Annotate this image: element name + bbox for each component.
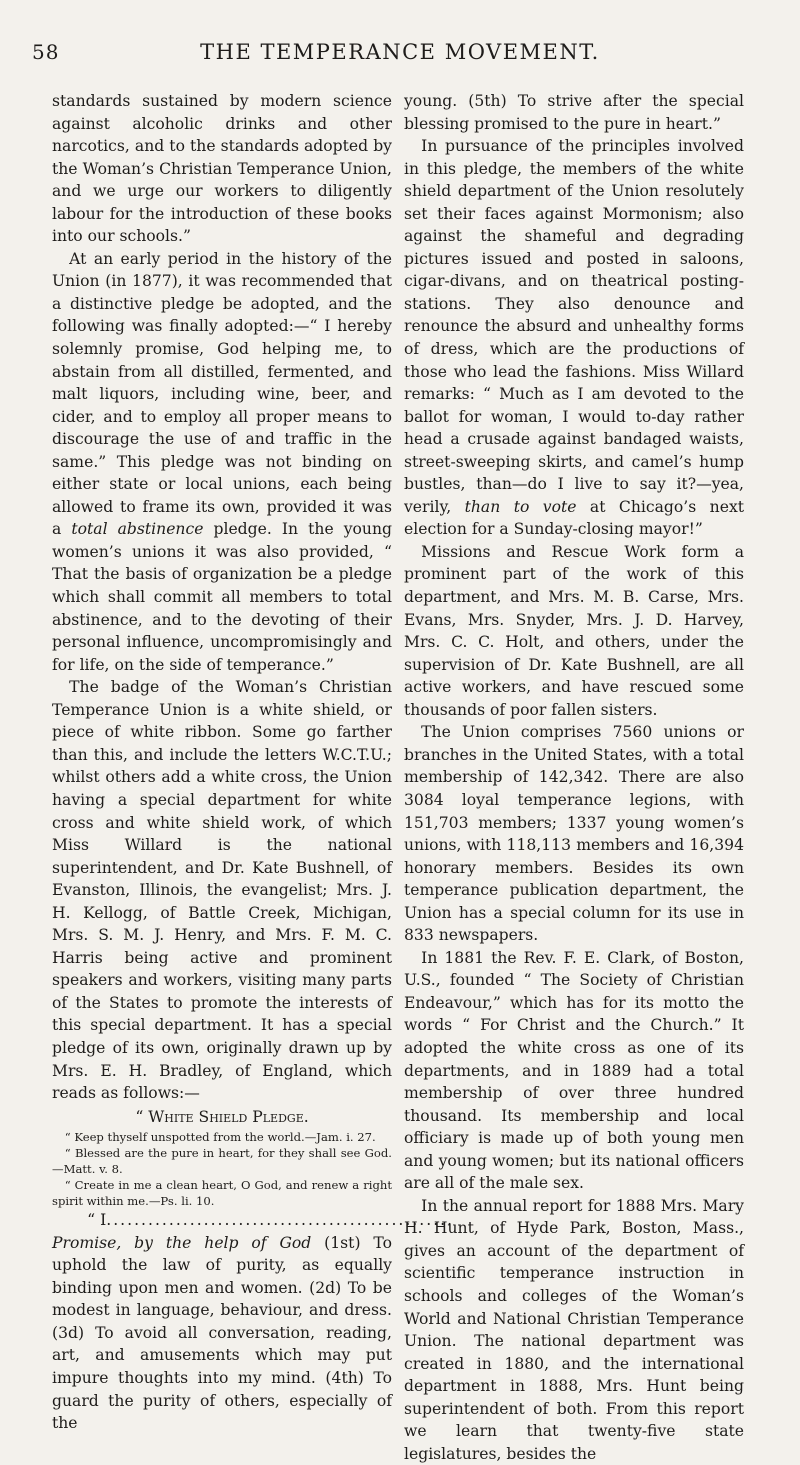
paragraph: In the annual report for 1888 Mrs. Mary H. Hunt, of Hyde Park, Boston, Mass., gives an account of the department of scientific temperance instruction in schools and colleges of the Woman’s World and National Christian Temperance Union. The national department was created in 1880, and the international department in 1888, Mrs. Hunt being superintendent of both. From this report we learn that twenty-five state legislatures, besides the	[404, 1196, 744, 1463]
text-run: at Chicago’s next election for a Sunday-closing mayor!”	[404, 497, 745, 539]
paragraph	[52, 1232, 392, 1435]
running-title: THE TEMPERANCE MOVEMENT.	[200, 40, 600, 64]
page-header	[32, 40, 768, 70]
paragraph: Missions and Rescue Work form a prominent part of the work of this department, and Mrs. M. B. Carse, Mrs. Evans, Mrs. Snyder, Mrs. J. D. Harvey, Mrs. C. C. Holt, and others, under the supervision of Dr. Kate Bushnell, are all active workers, and have rescued some thousands of poor fallen sisters.	[404, 542, 744, 719]
paragraph: In 1881 the Rev. F. E. Clark, of Boston, U.S., founded “ The Society of Christian Endeavour,” which has for its motto the words “ For Christ and the Church.” It adopted the white cross as one of its departments, and in 1889 had a total membership of over three hundred thousand. Its membership and local officiary is made up of both young men and young women; but its national officers are all of the male sex.	[404, 948, 744, 1193]
text-run: pledge. In the young women’s unions it was also provided, “ That the basis of organization be a pledge which shall commit all members to total abstinence, and to the devoting of their personal influence, uncompromisingly and for life, on the side of temperance.”	[52, 520, 392, 674]
text-run: At an early period in the history of the Union (in 1877), it was recommended that a distinctive pledge be adopted, and the following was finally adopted:—“ I hereby solemnly promise, God helping me, to abstain from all distilled, fermented, and malt liquors, including wine, beer, and cider, and to employ all proper means to discourage the use of and traffic in the same.” This pledge was not binding on either state or local unions, each being allowed to frame its own, provided it was a	[52, 249, 392, 539]
left-column	[52, 90, 455, 1435]
paragraph: The badge of the Woman’s Christian Temperance Union is a white shield, or piece of white ribbon. Some go farther than this, and include the letters W.C.T.U.; whilst others add a white cross, the Union having a special department for white cross and white shield work, of which Miss Willard is the national superintendent, and Dr. Kate Bushnell, of Evanston, Illinois, the evangelist; Mrs. J. H. Kellogg, of Battle Creek, Michigan, Mrs. S. M. J. Henry, and Mrs. F. M. C. Harris being active and prominent speakers and workers, visiting many parts of the States to promote the interests of this special department. It has a special pledge of its own, originally drawn up by Mrs. E. H. Bradley, of England, which reads as follows:—	[52, 678, 392, 1103]
paragraph: standards sustained by modern science against alcoholic drinks and other narcotics, and to the standards adopted by the Woman’s Christian Temperance Union, and we urge our workers to diligently labour for the introduction of these books into our schools.”	[52, 92, 392, 246]
paragraph	[404, 135, 744, 541]
right-column	[404, 90, 744, 1465]
paragraph: young. (5th) To strive after the special blessing promised to the pure in heart.”	[404, 92, 744, 133]
pledge-blank-start: “ I	[87, 1211, 107, 1230]
verse: “ Blessed are the pure in heart, for they shall see God. —Matt. v. 8.	[52, 1146, 392, 1177]
paragraph	[52, 248, 392, 676]
emphasis: Promise, by the help of God	[52, 1233, 312, 1252]
emphasis: than to vote	[464, 497, 577, 516]
text-run: (1st) To uphold the law of purity, as equally binding upon men and women. (2d) To be modest in language, behaviour, and dress. (3d) To avoid all conversation, reading, art, and amusements which may put impure thoughts into my mind. (4th) To guard the purity of others, especially of the	[52, 1233, 392, 1433]
page-number: 58	[32, 40, 60, 64]
text-run: In pursuance of the principles involved in this pledge, the members of the white shield department of the Union resolutely set their faces against Mormonism; also against the shameful and degrading pictures issued and posted in saloons, cigar-divans, and on theatrical posting-stations. They also denounce and renounce the absurd and unhealthy forms of dress, which are the productions of those who lead the fashions. Miss Willard remarks: “ Much as I am devoted to the ballot for woman, I would to-day rather head a crusade against bandaged waists, street-sweeping skirts, and camel’s hump bustles, than—do I live to say it?—yea, verily,	[404, 137, 744, 516]
emphasis: total abstinence	[71, 520, 204, 539]
verse: “ Create in me a clean heart, O God, and renew a right spirit within me.—Ps. li. 10.	[52, 1178, 392, 1209]
pledge-title: “ White Shield Pledge.	[135, 1107, 309, 1126]
verse: “ Keep thyself unspotted from the world.—Jam. i. 27.	[64, 1130, 376, 1145]
paragraph: The Union comprises 7560 unions or branches in the United States, with a total membership of 142,342. There are also 3084 loyal temperance legions, with 151,703 members; 1337 young women’s unions, with 118,113 members and 16,394 honorary members. Besides its own temperance publication department, the Union has a special column for its use in 833 newspapers.	[404, 723, 744, 945]
pledge-blank-line	[52, 1209, 455, 1232]
pledge-blank-dots: ..................................................	[106, 1211, 455, 1230]
